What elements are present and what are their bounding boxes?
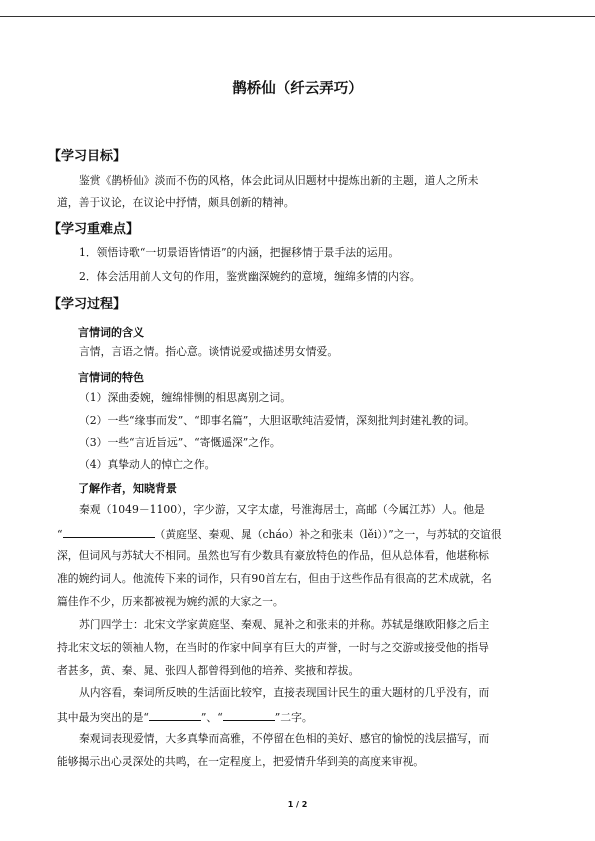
author-line-3: 深，但词风与苏轼大不相同。虽然也写有少数具有豪放特色的作品，但从总体看，他堪称标 <box>57 549 489 562</box>
header-rule <box>0 16 595 17</box>
goals-line-1: 鉴赏《鹊桥仙》淡而不伤的风格，体会此词从旧题材中提炼出新的主题，道人之所未 <box>79 174 479 187</box>
author-line-2 <box>57 526 502 542</box>
meaning-heading: 言情词的含义 <box>78 326 144 339</box>
quote-open: “ <box>57 528 63 541</box>
fill-blank-2[interactable] <box>149 709 201 721</box>
author-line-5: 篇佳作不少，历来都被视为婉约派的大家之一。 <box>57 595 284 608</box>
love-line-2: 能够揭示出心灵深处的共鸣，在一定程度上，把爱情升华到美的高度来审视。 <box>57 755 425 768</box>
goals-line-2: 道，善于议论，在议论中抒情，颇具创新的精神。 <box>57 196 295 209</box>
content-line-2 <box>57 709 313 725</box>
feature-item-4: （4）真挚动人的悼亡之作。 <box>79 458 216 471</box>
scholars-line-1: 苏门四学士：北宋文学家黄庭坚、秦观、晁补之和张耒的并称。苏轼是继欧阳修之后主 <box>79 618 490 631</box>
fill-blank-3[interactable] <box>223 709 275 721</box>
features-heading: 言情词的特色 <box>78 371 144 384</box>
feature-item-2: （2）一些“缘事而发”、“即事名篇”，大胆讴歌纯洁爱情，深刻批判封建礼教的词。 <box>79 414 476 427</box>
love-line-1: 秦观词表现爱情，大多真挚而高雅，不停留在色相的美好、感官的愉悦的浅层描写，而 <box>79 732 490 745</box>
author-line-4: 准的婉约词人。他流传下来的词作，只有90首左右，但由于这些作品有很高的艺术成就，名 <box>57 572 492 585</box>
content-line-2-a: 其中最为突出的是“ <box>57 711 149 724</box>
author-line-2-text: （黄庭坚、秦观、晁（cháo）补之和张耒（lěi））”之一，与苏轼的交谊很 <box>154 528 502 541</box>
content-line-2-c: ”二字。 <box>274 711 313 724</box>
page-number: 1 / 2 <box>287 800 308 809</box>
scholars-line-2: 持北宋文坛的领袖人物，在当时的作家中间享有巨大的声誉，一时与之交游或接受他的指导 <box>57 641 489 654</box>
key-point-2: 2．体会活用前人文句的作用，鉴赏幽深婉约的意境，缠绵多情的内容。 <box>79 270 421 283</box>
key-point-1: 1．领悟诗歌“一切景语皆情语”的内涵，把握移情于景手法的运用。 <box>79 246 400 259</box>
content-line-1: 从内容看，秦词所反映的生活面比较窄，直接表现国计民生的重大题材的几乎没有，而 <box>79 686 490 699</box>
fill-blank-1[interactable] <box>63 526 155 538</box>
meaning-text: 言情，言语之情。指心意。谈情说爱或描述男女情爱。 <box>79 345 339 358</box>
author-heading: 了解作者，知晓背景 <box>78 482 177 495</box>
content-line-2-b: ”、“ <box>200 711 223 724</box>
feature-item-1: （1）深曲委婉，缠绵悱恻的相思离别之词。 <box>79 391 292 404</box>
page-title: 鹊桥仙（纤云弄巧） <box>232 81 363 97</box>
heading-process: 【学习过程】 <box>48 297 127 312</box>
heading-goals: 【学习目标】 <box>48 149 127 164</box>
scholars-line-3: 者甚多，黄、秦、晁、张四人都曾得到他的培养、奖掖和荐拔。 <box>57 664 360 677</box>
feature-item-3: （3）一些“言近旨远”、“寄慨遥深”之作。 <box>79 436 281 449</box>
author-line-1: 秦观（1049－1100），字少游，又字太虚，号淮海居士，高邮（今属江苏）人。他是 <box>79 503 485 516</box>
heading-key-points: 【学习重难点】 <box>48 222 140 237</box>
